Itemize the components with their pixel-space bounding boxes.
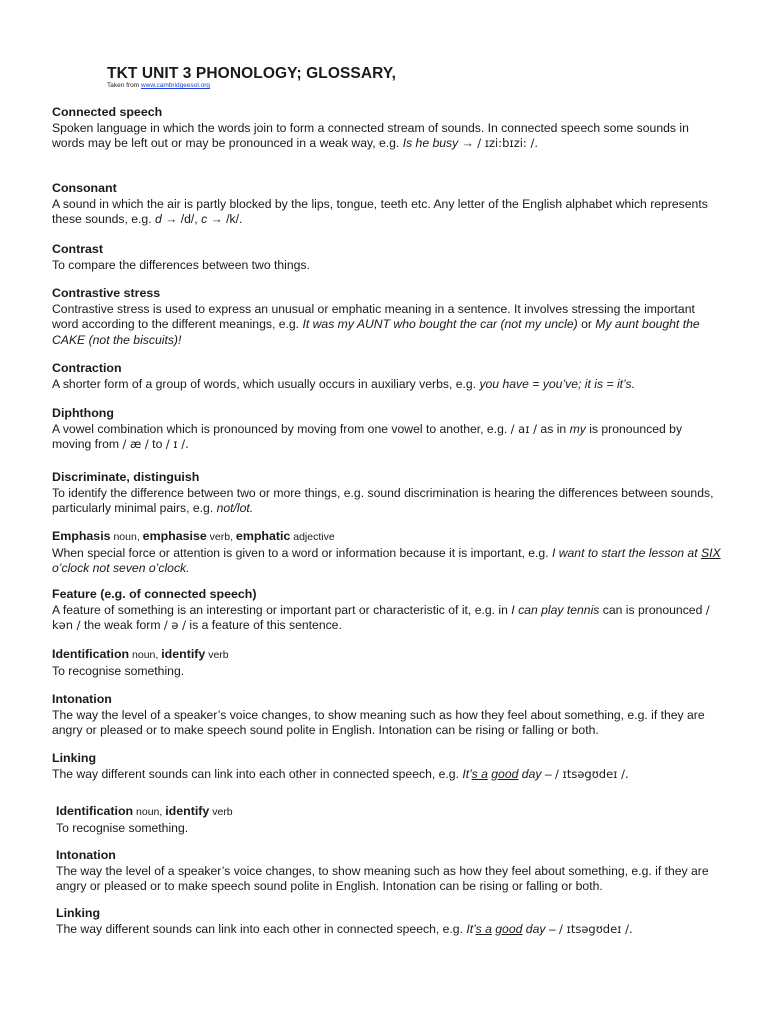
source-prefix: Taken from bbox=[107, 82, 141, 89]
glossary-entry-linking bbox=[52, 751, 722, 782]
part-of-speech: verb bbox=[209, 806, 233, 818]
entry-term: Contraction bbox=[52, 361, 122, 375]
example-text: It was my AUNT who bought the car (not my uncle) bbox=[302, 317, 578, 331]
entry-definition: The way the level of a speaker’s voice changes, to show meaning such as how they feel about something, e.g. if they are angry or pleased or to make speech sound polite in English. Intonation can be rising or falling or both. bbox=[56, 863, 709, 893]
entry-term: Feature (e.g. of connected speech) bbox=[52, 587, 257, 601]
glossary-entry-feature bbox=[52, 587, 722, 634]
entry-definition: Spoken language in which the words join to form a connected stream of sounds. In connected speech some sounds in words may be left out or may be pronounced in a weak way, e.g. Is he busy → / ɪzi:bɪzi: /. bbox=[52, 120, 689, 150]
glossary-entry-discriminate bbox=[52, 470, 722, 517]
entry-term: Linking bbox=[56, 906, 101, 920]
glossary-entry-intonation bbox=[52, 692, 722, 739]
glossary-entry-connected-speech bbox=[52, 105, 722, 152]
example-text: c bbox=[201, 212, 208, 226]
entry-definition: When special force or attention is given to a word or information because it is important, e.g. I want to start the lesson at SIX o’clock not seven o’clock. bbox=[52, 545, 721, 575]
part-of-speech: noun, bbox=[133, 806, 166, 818]
part-of-speech: verb, bbox=[206, 531, 236, 543]
part-of-speech: noun, bbox=[110, 531, 143, 543]
example-text: It’s a good day bbox=[462, 766, 542, 781]
entry-term: Intonation bbox=[56, 848, 116, 862]
entry-definition: A shorter form of a group of words, which usually occurs in auxiliary verbs, e.g. you have = you’ve; it is = it’s. bbox=[52, 376, 636, 391]
entry-definition: To recognise something. bbox=[52, 663, 185, 678]
glossary-entry-linking-repeat bbox=[56, 906, 722, 937]
ipa-transcription: / ɪzi:bɪzi: /. bbox=[477, 136, 538, 150]
ipa-transcription: / kən / bbox=[52, 602, 710, 632]
entry-term: Intonation bbox=[52, 692, 112, 706]
entry-term: Diphthong bbox=[52, 406, 114, 420]
entry-term: Identification noun, identify verb bbox=[52, 647, 229, 661]
glossary-entry-contraction bbox=[52, 361, 722, 392]
entry-definition: The way the level of a speaker’s voice changes, to show meaning such as how they feel about something, e.g. if they are angry or pleased or to make speech sound polite in English. Intonation can be rising or falling or both. bbox=[52, 707, 705, 737]
entry-definition: To compare the differences between two things. bbox=[52, 257, 310, 272]
example-text: My aunt bought the CAKE (not the biscuits)! bbox=[52, 317, 700, 347]
entry-definition: The way different sounds can link into each other in connected speech, e.g. It’s a good day – / ɪtsəgʊdeɪ /. bbox=[52, 766, 629, 781]
glossary-entry-consonant bbox=[52, 181, 722, 228]
example-text: d bbox=[155, 212, 162, 226]
glossary-entry-contrastive-stress bbox=[52, 286, 722, 348]
entry-term: Emphasis noun, emphasise verb, emphatic adjective bbox=[52, 529, 335, 543]
entry-term: Consonant bbox=[52, 181, 117, 195]
entry-term: Discriminate, distinguish bbox=[52, 470, 200, 484]
entry-term: Contrast bbox=[52, 242, 103, 256]
part-of-speech: noun, bbox=[129, 649, 162, 661]
document-title: TKT UNIT 3 PHONOLOGY; GLOSSARY, bbox=[107, 65, 397, 82]
glossary-entry-contrast bbox=[52, 242, 722, 273]
example-text: my bbox=[569, 421, 586, 436]
example-text: Is he busy bbox=[402, 136, 459, 150]
part-of-speech: adjective bbox=[290, 531, 335, 543]
example-text: not/lot. bbox=[216, 501, 254, 515]
source-link[interactable]: www.cambridgeesol.org bbox=[140, 82, 210, 89]
glossary-entry-identification-repeat bbox=[56, 804, 722, 836]
entry-term: Contrastive stress bbox=[52, 286, 161, 300]
glossary-entry-intonation-repeat bbox=[56, 848, 722, 895]
example-text: I want to start the lesson at SIX o’clock not seven o’clock. bbox=[52, 545, 721, 575]
entry-definition: To recognise something. bbox=[56, 820, 189, 835]
entry-definition: A feature of something is an interesting or important part or characteristic of it, e.g. in I can play tennis can is pronounced / kən / the weak form / ə / is a feature of this sentence. bbox=[52, 602, 710, 632]
source-line bbox=[107, 82, 210, 89]
example-text: you have = you’ve; it is = it’s. bbox=[479, 376, 636, 391]
glossary-entry-emphasis bbox=[52, 529, 722, 577]
part-of-speech: verb bbox=[205, 649, 229, 661]
entry-term: Linking bbox=[52, 751, 97, 765]
entry-term: Connected speech bbox=[52, 105, 163, 119]
entry-definition: A vowel combination which is pronounced by moving from one vowel to another, e.g. / aɪ / as in my is pronounced by moving from / æ / to / ɪ /. bbox=[52, 421, 683, 451]
entry-definition: Contrastive stress is used to express an unusual or emphatic meaning in a sentence. It involves stressing the important word according to the different meanings, e.g. It was my AUNT who bought the car (not my uncle) or My aunt bought the CAKE (not the biscuits)! bbox=[52, 301, 700, 347]
ipa-transcription: / ɪtsəgʊdeɪ /. bbox=[559, 921, 633, 936]
entry-definition: A sound in which the air is partly blocked by the lips, tongue, teeth etc. Any letter of the English alphabet which represents these sounds, e.g. d → /d/, c → /k/. bbox=[52, 196, 708, 226]
example-text: It’s a good day bbox=[466, 921, 546, 936]
ipa-transcription: / ɪ /. bbox=[165, 437, 189, 451]
ipa-transcription: / aɪ / bbox=[510, 421, 538, 436]
entry-term: Identification noun, identify verb bbox=[56, 804, 233, 818]
glossary-entry-identification bbox=[52, 647, 722, 679]
glossary-entry-diphthong bbox=[52, 406, 722, 453]
ipa-transcription: / ɪtsəgʊdeɪ /. bbox=[555, 766, 629, 781]
entry-definition: The way different sounds can link into each other in connected speech, e.g. It’s a good day – / ɪtsəgʊdeɪ /. bbox=[56, 921, 633, 936]
ipa-transcription: / ə / bbox=[163, 618, 187, 632]
ipa-transcription: / æ / bbox=[122, 437, 149, 451]
entry-definition: To identify the difference between two or more things, e.g. sound discrimination is hearing the differences between sounds, particularly minimal pairs, e.g. not/lot. bbox=[52, 485, 714, 515]
example-text: I can play tennis bbox=[511, 602, 600, 617]
